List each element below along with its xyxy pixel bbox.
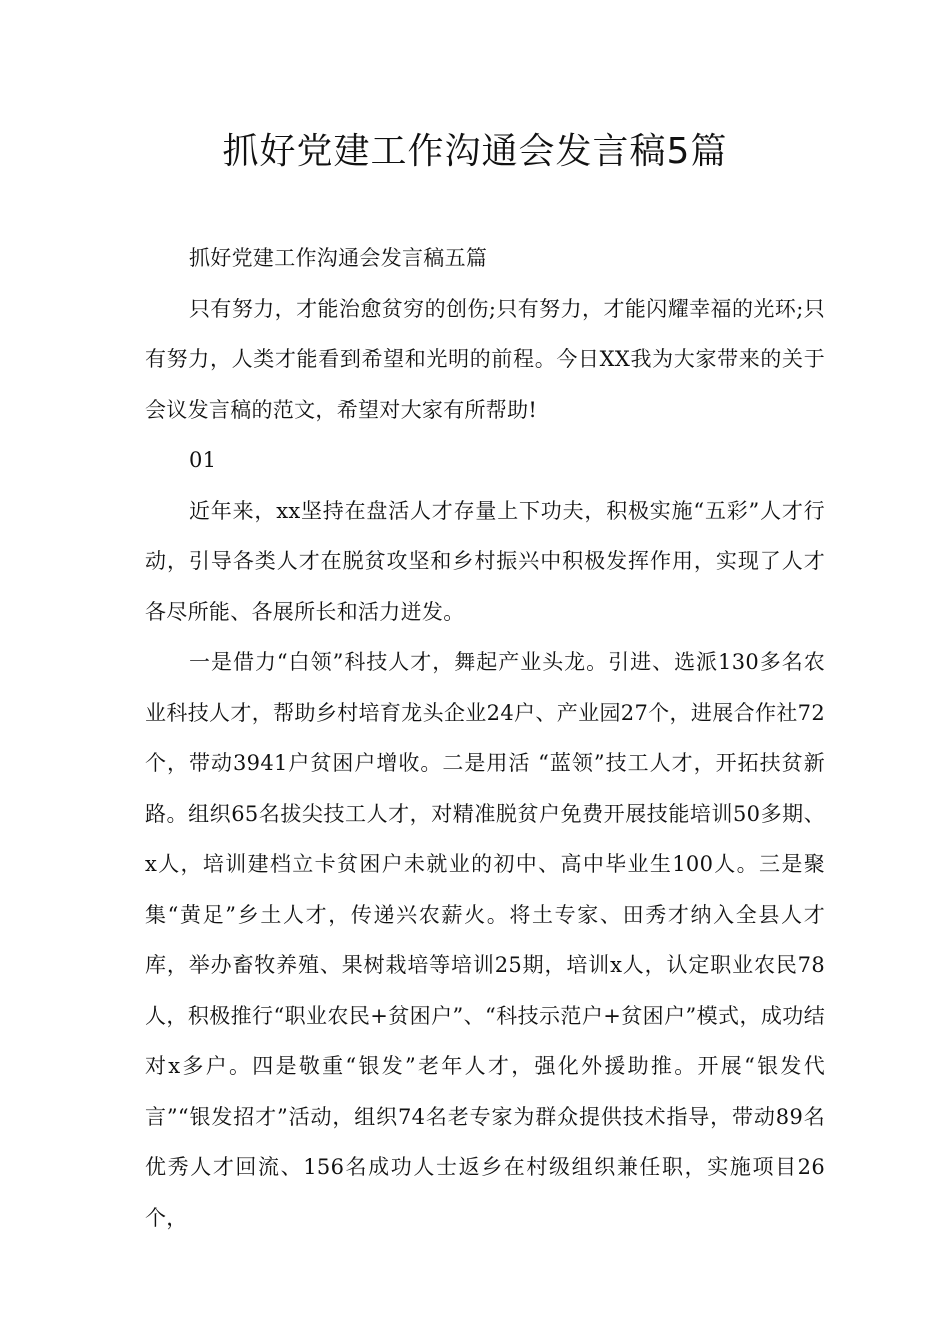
subtitle-paragraph: 抓好党建工作沟通会发言稿五篇: [189, 246, 488, 270]
section-number: 01: [189, 448, 217, 472]
document-title: 抓好党建工作沟通会发言稿5篇: [222, 131, 728, 172]
document-body: [145, 233, 825, 1243]
intro-paragraph: 只有努力，才能治愈贫穷的创伤;只有努力，才能闪耀幸福的光环;只有努力，人类才能看到希望和光明的前程。今日XX我为大家带来的关于会议发言稿的范文，希望对大家有所帮助!: [145, 296, 825, 422]
body-paragraph: 一是借力“白领”科技人才，舞起产业头龙。引进、选派130多名农业科技人才，帮助乡村培育龙头企业24户、产业园27个，进展合作社72个，带动3941户贫困户增收。二是用活 “蓝领”技工人才，开拓扶贫新路。组织65名拔尖技工人才，对精准脱贫户免费开展技能培训50多期、x人，培训建档立卡贫困户未就业的初中、高中毕业生100人。三是聚集“黄足”乡土人才，传递兴农薪火。将土专家、田秀才纳入全县人才库，举办畜牧养殖、果树栽培等培训25期，培训x人，认定职业农民78人，积极推行“职业农民+贫困户”、“科技示范户+贫困户”模式，成功结对x多户。四是敬重“银发”老年人才，强化外援助推。开展“银发代言”“银发招才”活动，组织74名老专家为群众提供技术指导，带动89名优秀人才回流、156名成功人士返乡在村级组织兼任职，实施项目26个，: [145, 650, 825, 1230]
body-paragraph: 近年来，xx坚持在盘活人才存量上下功夫，积极实施“五彩”人才行动，引导各类人才在脱贫攻坚和乡村振兴中积极发挥作用，实现了人才各尽所能、各展所长和活力迸发。: [145, 498, 825, 624]
